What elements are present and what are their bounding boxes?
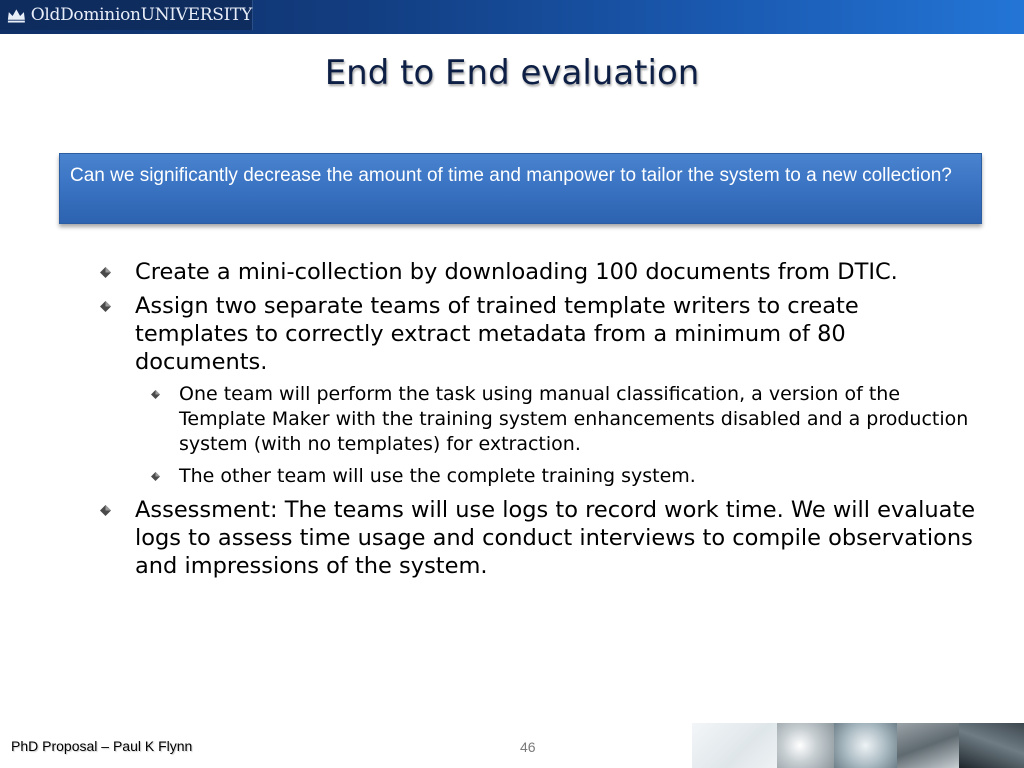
decor-tile — [834, 723, 897, 768]
university-logo — [0, 0, 253, 30]
diamond-bullet-icon — [100, 267, 111, 278]
sub-bullet-item — [98, 464, 978, 489]
question-callout: Can we significantly decrease the amount of time and manpower to tailor the system to a new collection? — [59, 153, 982, 224]
sub-bullet-item — [98, 382, 978, 457]
bullet-text: Create a mini-collection by downloading 100 documents from DTIC. — [135, 259, 898, 285]
diamond-bullet-icon — [151, 472, 160, 481]
footer-author: PhD Proposal – Paul K Flynn — [11, 738, 193, 754]
decorative-image-strip — [692, 723, 1024, 768]
decor-tile — [692, 723, 777, 768]
logo-text: OldDominionUNIVERSITY — [30, 5, 252, 25]
bullet-text: Assessment: The teams will use logs to record work time. We will evaluate logs to assess time usage and conduct interviews to compile observations and impressions of the system. — [135, 497, 976, 579]
diamond-bullet-icon — [151, 390, 160, 399]
bullet-item — [98, 258, 978, 286]
diamond-bullet-icon — [100, 505, 111, 516]
page-number: 46 — [520, 739, 536, 755]
bullet-item — [98, 496, 978, 580]
sub-bullet-text: The other team will use the complete training system. — [179, 465, 696, 487]
diamond-bullet-icon — [100, 301, 111, 312]
decor-tile — [777, 723, 834, 768]
bullet-item — [98, 292, 978, 376]
decor-tile — [897, 723, 959, 768]
bullet-text: Assign two separate teams of trained template writers to create templates to correctly extract metadata from a minimum of 80 documents. — [135, 293, 859, 375]
header-bar — [0, 0, 1024, 34]
sub-bullet-text: One team will perform the task using manual classification, a version of the Template Maker with the training system enhancements disabled and a production system (with no templates) for extraction. — [179, 383, 969, 455]
decor-tile — [959, 723, 1024, 768]
crown-icon — [6, 6, 27, 24]
bullet-list — [98, 258, 978, 586]
slide-title: End to End evaluation — [324, 53, 700, 93]
